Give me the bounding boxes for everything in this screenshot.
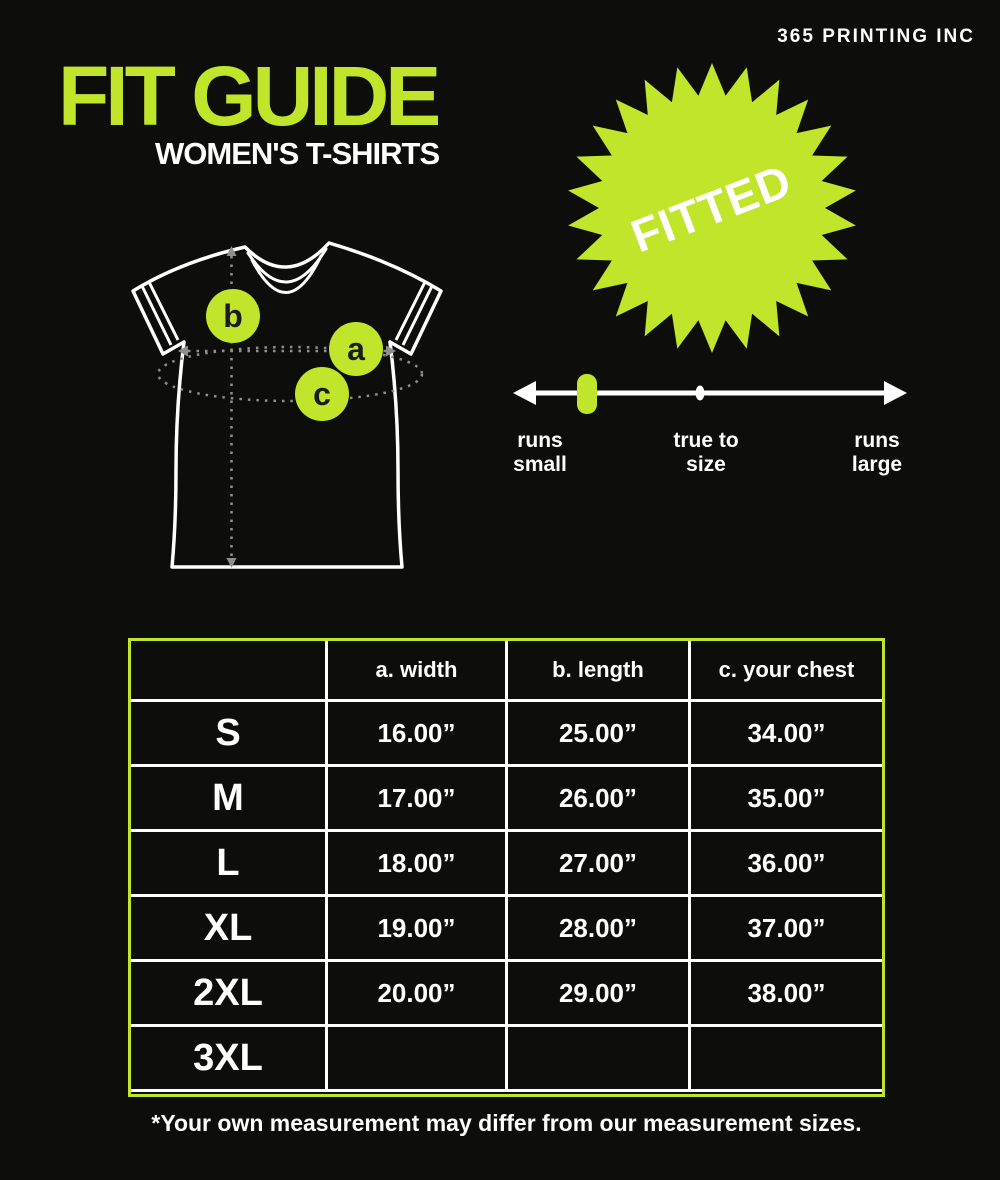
size-table [131,641,882,1092]
cell-length: 27.00” [508,829,691,894]
scale-arrow-right [884,381,907,405]
scale-marker [577,374,597,414]
header-cell-length: b. length [508,641,691,699]
table-row [131,829,882,894]
scale-label-line: small [513,452,567,476]
footnote: *Your own measurement may differ from our measurement sizes. [151,1110,862,1136]
fitted-badge-label: FITTED [624,153,799,263]
page-subtitle: WOMEN'S T-SHIRTS [155,136,440,171]
cell-width: 19.00” [328,894,508,959]
cell-length: 25.00” [508,699,691,764]
marker-c-label: c [313,376,331,412]
scale-label-true-to-size [656,429,756,476]
header-cell-width: a. width [328,641,508,699]
table-row [131,699,882,764]
cell-width: 17.00” [328,764,508,829]
scale-arrow-left [513,381,536,405]
header-cell-chest: c. your chest [718,657,855,682]
table-header-row [131,641,882,699]
cell-chest: 37.00” [691,894,882,959]
cell-chest: 35.00” [691,764,882,829]
cell-chest: 36.00” [691,829,882,894]
cell-length [508,1024,691,1092]
cell-length: 29.00” [508,959,691,1024]
cell-size: S [131,699,328,764]
table-row [131,894,882,959]
header-cell-size [131,641,328,699]
cell-chest [691,1024,882,1092]
table-row [131,959,882,1024]
scale-label-line: size [686,452,726,476]
cell-width: 16.00” [328,699,508,764]
true-to-size-dot [696,386,705,401]
chest-measure-ellipse [158,347,422,401]
brand-text: 365 PRINTING INC [777,26,975,47]
table-row [131,764,882,829]
cell-width: 20.00” [328,959,508,1024]
fit-scale [505,362,915,424]
cell-size: XL [131,894,328,959]
cell-chest: 34.00” [691,699,882,764]
cell-chest: 38.00” [691,959,882,1024]
cell-width: 18.00” [328,829,508,894]
fitted-badge [560,58,865,363]
cell-size: L [131,829,328,894]
tshirt-diagram [100,225,460,595]
cell-length: 26.00” [508,764,691,829]
cell-length: 28.00” [508,894,691,959]
scale-label-line: large [851,452,903,476]
cell-size: 2XL [131,959,328,1024]
cell-width [328,1024,508,1092]
scale-label-runs-large [832,429,922,476]
size-table-frame [128,638,885,1097]
marker-b-label: b [223,298,243,334]
scale-label-line: runs [854,429,900,452]
marker-a-label: a [347,331,365,367]
scale-label-line: runs [517,429,563,452]
cell-size: M [131,764,328,829]
scale-label-runs-small [495,429,585,476]
page-title: FIT GUIDE [58,49,438,143]
scale-label-line: true to [673,429,739,452]
cell-size: 3XL [131,1024,328,1092]
table-row [131,1024,882,1092]
